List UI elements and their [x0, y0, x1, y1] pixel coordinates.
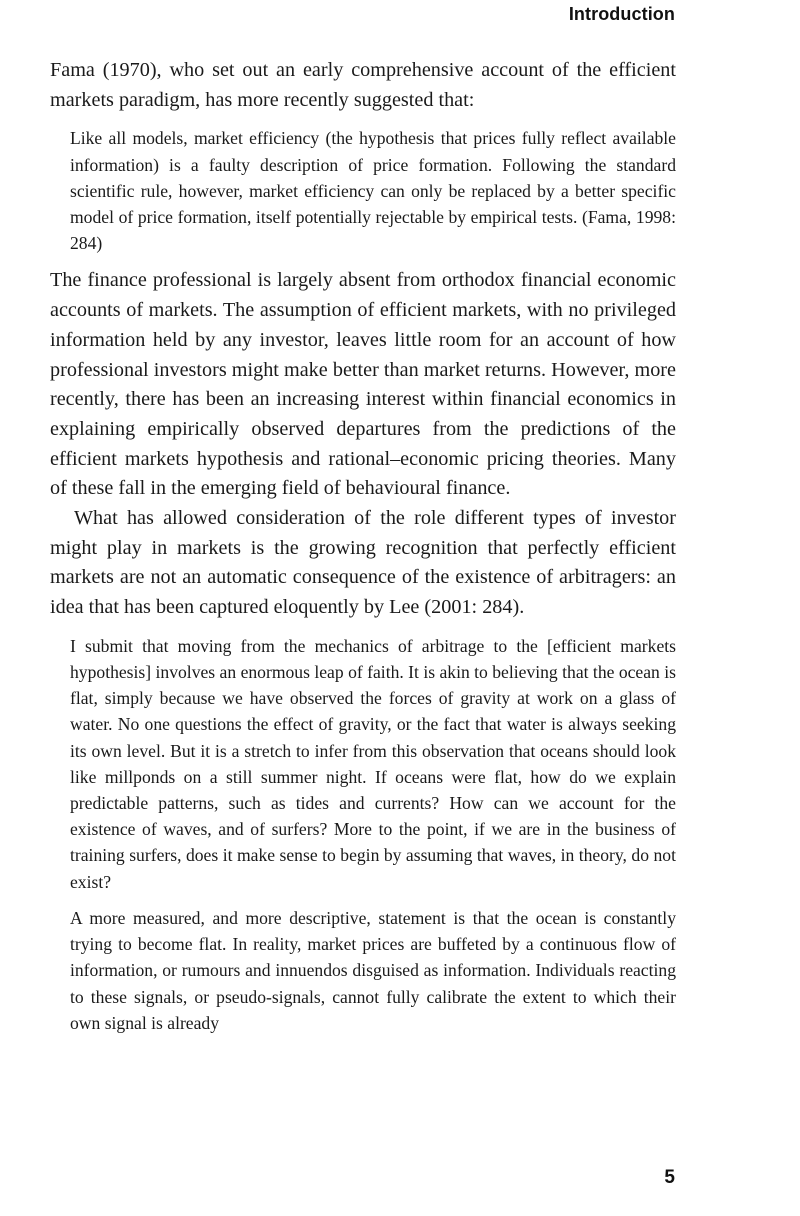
page-body	[50, 56, 676, 1036]
page-number: 5	[664, 1167, 675, 1188]
paragraph-arbitragers: What has allowed consideration of the role different types of investor might play in markets is the growing recognition that perfectly efficient markets are not an automatic consequence of the existence of arbitragers: an idea that has been captured eloquently by Lee (2001: 284).	[50, 507, 676, 619]
block-quote-lee-ocean: I submit that moving from the mechanics of arbitrage to the [efficient markets hypothesis] involves an enormous leap of faith. It is akin to believing that the ocean is flat, simply because we have observed the forces of gravity at work on a glass of water. No one questions the effect of gravity, or the fact that water is always seeking its own level. But it is a stretch to infer from this observation that oceans should look like millponds on a still summer night. If oceans were flat, how do we explain predictable patterns, such as tides and currents? How can we account for the existence of waves, and of surfers? More to the point, if we are in the business of training surfers, does it make sense to begin by assuming that waves, in theory, do not exist?	[70, 635, 676, 892]
running-head-title: Introduction	[568, 4, 675, 24]
block-quote-fama: Like all models, market efficiency (the hypothesis that prices fully reflect available information) is a faulty description of price formation. Following the standard scientific rule, however, market efficiency can only be replaced by a better specific model of price formation, itself potentially rejectable by empirical tests. (Fama, 1998: 284)	[70, 128, 676, 254]
block-quote-lee-measured: A more measured, and more descriptive, statement is that the ocean is constantly trying to become flat. In reality, market prices are buffeted by a continuous flow of information, or rumours and innuendos disguised as information. Individuals reacting to these signals, or pseudo-signals, cannot fully calibrate the extent to which their own signal is already	[70, 907, 676, 1033]
paragraph-fama-intro: Fama (1970), who set out an early comprehensive account of the efficient markets paradigm, has more recently suggested that:	[50, 59, 676, 111]
paragraph-finance-professional: The finance professional is largely absent from orthodox financial economic accounts of markets. The assumption of efficient markets, with no privileged information held by any investor, leaves little room for an account of how professional investors might make better than market returns. However, more recently, there has been an increasing interest within financial economics in explaining empirically observed departures from the predictions of the efficient markets hypothesis and rational–economic pricing theories. Many of these fall in the emerging field of behavioural finance.	[50, 269, 676, 500]
